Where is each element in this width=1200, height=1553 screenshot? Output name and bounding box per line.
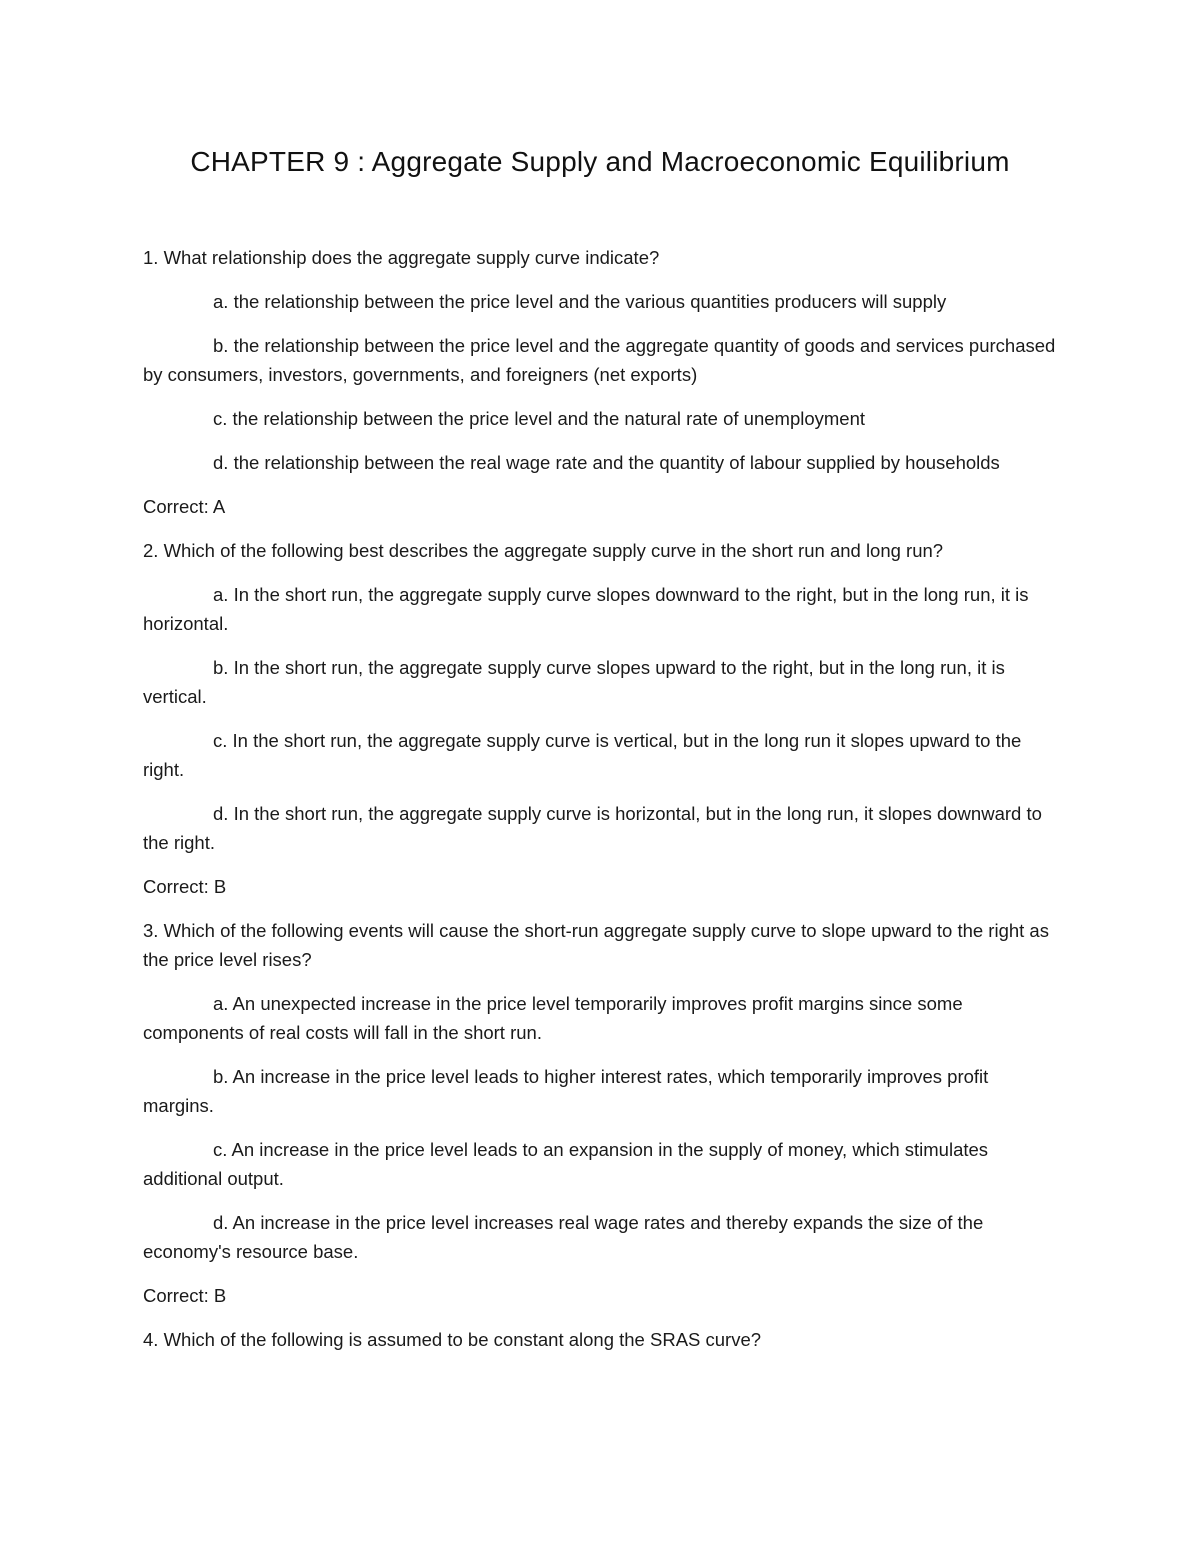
- answer-option: d. In the short run, the aggregate supply curve is horizontal, but in the long run, it slopes downward to the right.: [143, 803, 1042, 853]
- chapter-title: CHAPTER 9 : Aggregate Supply and Macroeconomic Equilibrium: [190, 146, 1010, 177]
- correct-answer: Correct: A: [143, 496, 226, 517]
- question-text: 4. Which of the following is assumed to be constant along the SRAS curve?: [143, 1329, 762, 1350]
- answer-option: c. the relationship between the price level and the natural rate of unemployment: [213, 408, 866, 429]
- question-text: 3. Which of the following events will cause the short-run aggregate supply curve to slope upward to the right as the price level rises?: [143, 920, 1049, 970]
- question-text: 1. What relationship does the aggregate supply curve indicate?: [143, 247, 660, 268]
- answer-option: c. An increase in the price level leads to an expansion in the supply of money, which stimulates additional output.: [143, 1139, 989, 1189]
- correct-answer: Correct: B: [143, 1285, 227, 1306]
- answer-option: d. An increase in the price level increases real wage rates and thereby expands the size of the economy's resource base.: [143, 1212, 984, 1262]
- answer-option: c. In the short run, the aggregate supply curve is vertical, but in the long run it slopes upward to the right.: [143, 730, 1022, 780]
- answer-option: b. In the short run, the aggregate supply curve slopes upward to the right, but in the long run, it is vertical.: [143, 657, 1005, 707]
- answer-option: d. the relationship between the real wage rate and the quantity of labour supplied by households: [213, 452, 1000, 473]
- question-text: 2. Which of the following best describes the aggregate supply curve in the short run and long run?: [143, 540, 944, 561]
- answer-option: b. the relationship between the price level and the aggregate quantity of goods and services purchased by consumers, investors, governments, and foreigners (net exports): [143, 335, 1056, 385]
- answer-option: a. In the short run, the aggregate supply curve slopes downward to the right, but in the long run, it is horizontal.: [143, 584, 1029, 634]
- answer-option: b. An increase in the price level leads to higher interest rates, which temporarily improves profit margins.: [143, 1066, 989, 1116]
- correct-answer: Correct: B: [143, 876, 227, 897]
- answer-option: a. An unexpected increase in the price level temporarily improves profit margins since some components of real costs will fall in the short run.: [143, 993, 963, 1043]
- answer-option: a. the relationship between the price level and the various quantities producers will supply: [213, 291, 947, 312]
- question-list: [143, 243, 1061, 1369]
